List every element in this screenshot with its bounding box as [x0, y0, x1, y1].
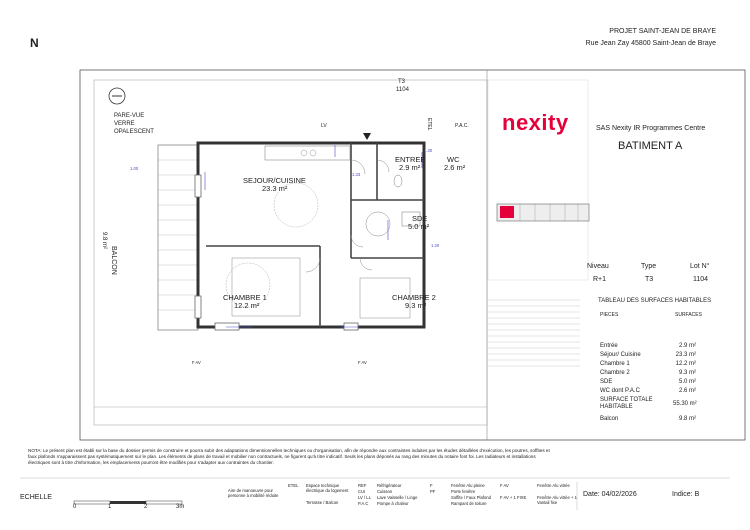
room-sejour-area: 23.3 m² — [262, 184, 288, 193]
scale-tick: 0 — [73, 504, 77, 510]
legend-code: F AV — [500, 483, 509, 488]
room-chambre2-area: 9.3 m² — [405, 301, 427, 310]
pare-vue-line-1: PARE-VUE — [114, 113, 145, 119]
room-sde-area: 5.0 m² — [408, 222, 430, 231]
shower-area — [366, 212, 390, 236]
total-value: 55.30 m² — [673, 401, 697, 407]
legal-note: NOTA: Le présent plan est établi sur la base du dossier permis de construire et pourra subir des adaptations dimensionnelles techniques ou d'organisation, afin de répondre aux contraintes induites par les études détaillées d'exécution, les poutres, soffites et faux plafonds n'apparaissent pas systématiquement sur le plan. Les éléments de plans de travail et mobilier non contractuels, ne figurent qu'à titre indicatif. Seuls les plans déposés au rang des minutes du notaire font foi. Les radiateurs et installations électriques sont à titre d'information, les emplacements pourront être modifiés pour s'adapter aux contraintes du chantier. — [28, 448, 550, 465]
type-header: Type — [641, 263, 657, 270]
dim-label: 1.20 — [431, 243, 440, 248]
building-name: BATIMENT A — [618, 140, 683, 152]
pare-vue-line-2: VERRE — [114, 121, 135, 127]
nexity-logo: nexity — [502, 110, 569, 135]
legend-code: LV / LL — [358, 495, 371, 500]
toilet — [394, 175, 402, 187]
lot-number-value: 1104 — [693, 276, 709, 283]
entrance-marker — [363, 133, 371, 140]
col-pieces: PIECES — [600, 312, 619, 318]
scale-bar — [74, 501, 182, 504]
lot-tag-number: 1104 — [396, 87, 409, 93]
legend-text: Réfrigérateur — [377, 483, 402, 488]
room-wc-area: 2.6 m² — [444, 163, 466, 172]
lot-number-header: Lot N° — [690, 263, 710, 270]
legend-text: Fenêtre Alu pleine — [451, 483, 485, 488]
windows — [195, 175, 358, 330]
col-surfaces: SURFACES — [675, 312, 702, 318]
legend-text: Fenêtre Alu vitrée + 1 Vantail fixe — [537, 495, 577, 505]
legend-text: Lave Vaisselle / Linge — [377, 495, 418, 500]
surface-row: SDE 5.0 m² — [600, 379, 696, 385]
surface-row: Séjour/ Cuisine 23.3 m² — [600, 352, 696, 358]
surface-row: Chambre 2 9.3 m² — [600, 370, 696, 376]
pare-vue-line-3: OPALESCENT — [114, 129, 154, 135]
dim-label: 1.00 — [130, 166, 139, 171]
legend-text: Cuisson — [377, 489, 393, 494]
type-value: T3 — [645, 276, 654, 283]
legend-text: Pompe à chaleur — [377, 501, 409, 506]
company-name: SAS Nexity IR Programmes Centre — [596, 125, 706, 132]
sheet-date: Date: 04/02/2026 — [583, 491, 637, 498]
legend-code: P.A.C — [358, 501, 369, 506]
surface-row: Chambre 1 12.2 m² — [600, 361, 696, 367]
legend-code: ETEL — [288, 483, 299, 488]
legend-code: PF — [430, 489, 436, 494]
room-entree-name: ENTREE — [395, 155, 426, 164]
legend-text: Porte fenêtre — [451, 489, 476, 494]
total-label-2: HABITABLE — [600, 404, 633, 410]
legend-code: REF — [358, 483, 367, 488]
lot-tag-code: T3 — [398, 79, 406, 85]
lv-label: LV — [321, 123, 327, 129]
scale-tick: 3m — [176, 504, 185, 510]
scale-tick: 2 — [144, 504, 148, 510]
legend-pmr: Aire de manoeuvre pour personne à mobilité réduite — [228, 488, 279, 498]
etel-label: ETEL — [426, 118, 432, 131]
legend-code: F — [430, 483, 433, 488]
dim-label: 1.33 — [352, 172, 361, 177]
room-wc-name: WC — [447, 155, 460, 164]
legend-text: Fenêtre Alu vitrée — [537, 483, 570, 488]
legend-text: Soffite / Faux Plafond — [451, 495, 491, 500]
room-sejour-name: SEJOUR/CUISINE — [243, 176, 306, 185]
project-name: PROJET SAINT-JEAN DE BRAYE — [609, 28, 716, 35]
project-address: Rue Jean Zay 45800 Saint-Jean de Braye — [585, 40, 716, 47]
room-balcon-name: BALCON — [110, 246, 117, 275]
balcony-row: Balcon 9.8 m² — [600, 416, 696, 422]
room-entree-area: 2.9 m² — [399, 163, 421, 172]
dim-label: 1.30 — [424, 148, 433, 153]
surface-row: WC dont P.A.C 2.6 m² — [600, 388, 696, 394]
f-av-label: F AV — [192, 360, 201, 365]
legend-text: Espace technique électrique du logement — [306, 483, 349, 493]
surface-table-title: TABLEAU DES SURFACES HABITABLES — [598, 298, 712, 304]
balcony-outline — [158, 145, 198, 330]
level-value: R+1 — [593, 276, 607, 283]
kitchen-counter — [265, 146, 350, 160]
room-chambre1-area: 12.2 m² — [234, 301, 260, 310]
corridor-hatch — [488, 300, 580, 366]
scale-tick: 1 — [108, 504, 112, 510]
sheet-indice: Indice: B — [672, 491, 700, 498]
room-balcon-area: 9.8 m² — [101, 232, 107, 250]
legend-text: Terrasse / Balcon — [306, 500, 339, 505]
pac-label: P.A.C. — [455, 123, 469, 129]
room-chambre2-name: CHAMBRE 2 — [392, 293, 436, 302]
room-sde-name: SDE — [412, 214, 428, 223]
balcony-decking — [158, 160, 198, 310]
legend-text: Rampant de toiture — [451, 501, 487, 506]
legend-code: CUI — [358, 489, 366, 494]
key-plan-highlight — [500, 206, 514, 218]
legend-code: F AV + 1 FIXE — [500, 495, 527, 500]
surface-row: Entrée 2.9 m² — [600, 343, 696, 349]
north-indicator: N — [30, 36, 39, 50]
f-av-label-2: F AV — [358, 360, 367, 365]
room-chambre1-name: CHAMBRE 1 — [223, 293, 267, 302]
scale-label: ECHELLE — [20, 494, 52, 501]
level-header: Niveau — [587, 263, 609, 270]
total-label-1: SURFACE TOTALE — [600, 397, 653, 403]
